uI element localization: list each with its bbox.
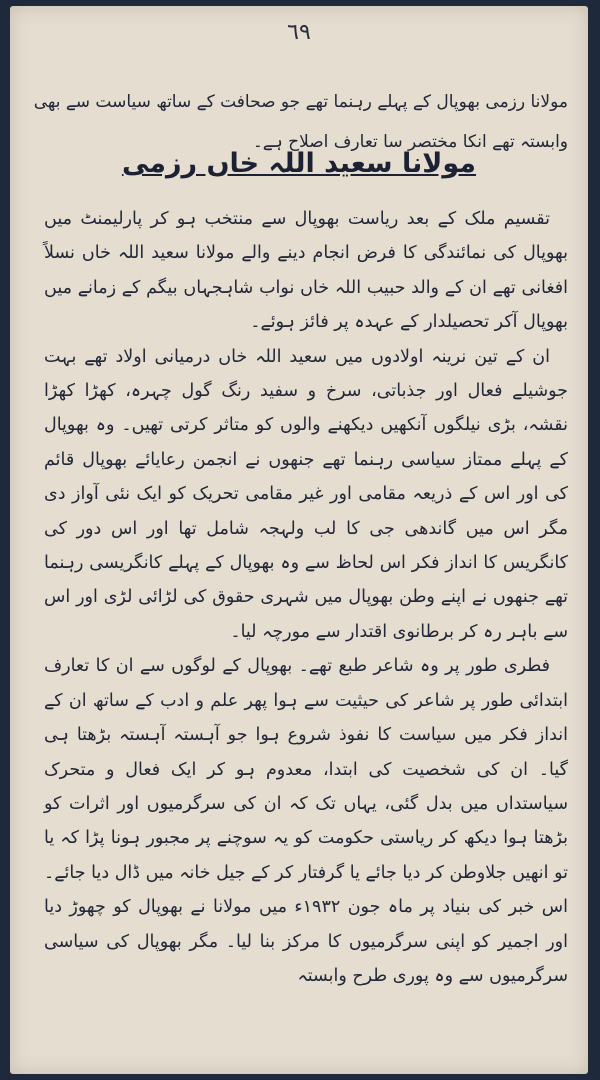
page-title: مولانا سعید اللہ خاں رزمی <box>121 148 477 179</box>
paragraph-2: ان کے تین نرینہ اولادوں میں سعید اللہ خاں درمیانی اولاد تھے بہت جوشیلے فعال اور جذباتی، سرخ و سفید رنگ گول چہرہ، کھڑا کھڑا نقشہ، بڑی نیلگوں آنکھیں دیکھنے والوں کو متاثر کرتی تھیں۔ وہ بھوپال کے پہلے ممتاز سیاسی رہنما تھے جنھوں نے انجمن رعایائے بھوپال قائم کی اور اس کے ذریعہ مقامی اور غیر مقامی تحریک کو ایک نئی آواز دی مگر اس میں گاندھی جی کا لب ولہجہ شامل تھا اور اس دور کی کانگریس کا انداز فکر اس لحاظ سے وہ بھوپال کے پہلے کانگریسی رہنما تھے جنھوں نے اپنے وطن بھوپال میں شہری حقوق کی لڑائی لڑی اور اس سے باہر رہ کر برطانوی اقتدار سے مورچہ لیا۔ <box>44 346 568 642</box>
paragraph-1: تقسیم ملک کے بعد ریاست بھوپال سے منتخب ہو کر پارلیمنٹ میں بھوپال کی نمائندگی کا فرض انجام دینے والے مولانا سعید اللہ خاں نسلاً افغانی تھے ان کے والد حبیب اللہ خاں نواب شاہجہاں بیگم کے زمانے میں بھوپال آکر تحصیلدار کے عہدہ پر فائز ہوئے۔ <box>44 209 568 333</box>
handwritten-note: مولانا رزمی بھوپال کے پہلے رہنما تھے جو صحافت کے ساتھ سیاست سے بھی وابستہ تھے انکا مختصر سا تعارف اصلاح ہے۔ <box>33 92 568 152</box>
document-page <box>10 6 588 1074</box>
paragraph-3: فطری طور پر وہ شاعر طبع تھے۔ بھوپال کے لوگوں سے ان کا تعارف ابتدائی طور پر شاعر کی حیثیت سے ہوا پھر علم و ادب کے ساتھ ان کے انداز فکر میں سیاست کا نفوذ شروع ہوا جو آہستہ آہستہ بڑھتا ہی گیا۔ ان کی شخصیت کی ابتدا، معدوم ہو کر ایک فعال و متحرک سیاستداں میں بدل گئی، یہاں تک کہ ان کی سرگرمیوں اور اثرات کو بڑھتا ہوا دیکھ کر ریاستی حکومت کو یہ سوچنے پر مجبور ہونا پڑا کہ یا تو انھیں جلاوطن کر دیا جائے یا گرفتار کر کے جیل خانہ میں ڈال دیا جائے۔ اس خبر کی بنیاد پر ماہ جون ۱۹۳۲ء میں مولانا نے بھوپال کو چھوڑ دیا اور اجمیر کو اپنی سرگرمیوں کا مرکز بنا لیا۔ مگر بھوپال کی سیاسی سرگرمیوں سے وہ پوری طرح وابستہ <box>44 656 568 986</box>
page-number: ٦٩ <box>287 20 311 45</box>
body-text <box>44 202 568 993</box>
